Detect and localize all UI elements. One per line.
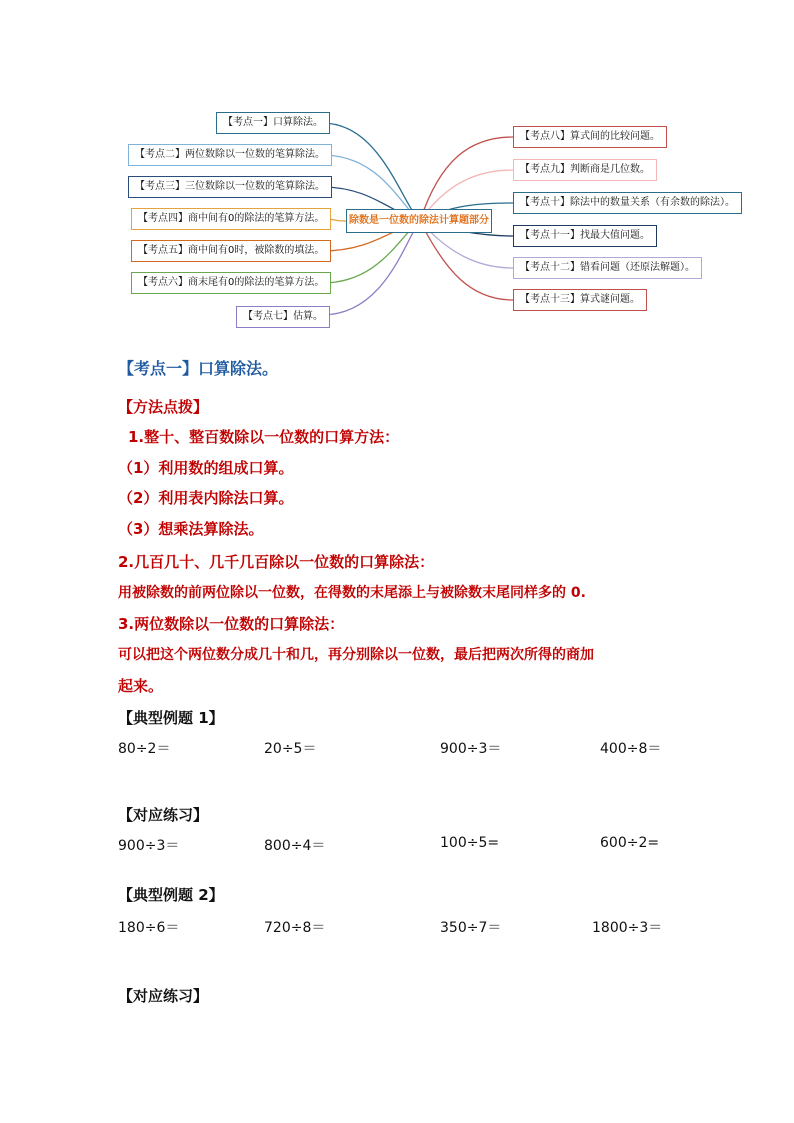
mind-map-node-13: 【考点十三】算式谜问题。 [513,289,647,311]
example1-expr-1: 80÷2＝ [118,741,171,757]
method-line-2: （1）利用数的组成口算。 [118,459,294,477]
practice1-expr-3: 100÷5= [440,835,500,851]
method-line-3: （2）利用表内除法口算。 [118,489,294,507]
mind-map-node-9: 【考点九】判断商是几位数。 [513,159,657,181]
example2-expr-3: 350÷7＝ [440,920,502,936]
example2-expr-4: 1800÷3＝ [592,920,663,936]
mind-map-node-4: 【考点四】商中间有0的除法的笔算方法。 [131,208,331,230]
mind-map-node-6: 【考点六】商末尾有0的除法的笔算方法。 [131,272,331,294]
mind-map-node-5: 【考点五】商中间有0时，被除数的填法。 [131,240,331,262]
mind-map-center: 除数是一位数的除法计算题部分 [346,209,492,233]
method-line-9: 起来。 [118,677,164,695]
method-header: 【方法点拨】 [118,398,209,416]
mind-map-node-2: 【考点二】两位数除以一位数的笔算除法。 [128,144,332,166]
example1-header: 【典型例题 1】 [118,709,224,727]
mind-map-node-10: 【考点十】除法中的数量关系（有余数的除法）。 [513,192,742,214]
example2-header: 【典型例题 2】 [118,886,224,904]
mind-map-node-12: 【考点十二】错看问题（还原法解题）。 [513,257,702,279]
example1-expr-3: 900÷3＝ [440,741,502,757]
mind-map-node-8: 【考点八】算式间的比较问题。 [513,126,667,148]
mind-map-node-7: 【考点七】估算。 [236,306,330,328]
practice1-expr-2: 800÷4＝ [264,838,326,854]
method-line-7: 3.两位数除以一位数的口算除法： [118,615,345,633]
section-title: 【考点一】口算除法。 [118,359,279,378]
example1-expr-2: 20÷5＝ [264,741,317,757]
example2-expr-2: 720÷8＝ [264,920,326,936]
practice1-header: 【对应练习】 [118,806,209,824]
mind-map [0,0,794,340]
method-line-1: 1.整十、整百数除以一位数的口算方法： [128,428,400,446]
mind-map-connectors [0,0,794,340]
practice1-expr-4: 600÷2= [600,835,660,851]
example1-expr-4: 400÷8＝ [600,741,662,757]
method-line-5: 2.几百几十、几千几百除以一位数的口算除法： [118,553,435,571]
method-line-8: 可以把这个两位数分成几十和几，再分别除以一位数，最后把两次所得的商加 [118,647,594,663]
mind-map-node-11: 【考点十一】找最大值问题。 [513,225,657,247]
example2-expr-1: 180÷6＝ [118,920,180,936]
method-line-4: （3）想乘法算除法。 [118,520,264,538]
practice2-header: 【对应练习】 [118,987,209,1005]
mind-map-node-1: 【考点一】口算除法。 [216,112,330,134]
practice1-expr-1: 900÷3＝ [118,838,180,854]
connector-left-1 [322,123,420,221]
method-line-6: 用被除数的前两位除以一位数，在得数的末尾添上与被除数末尾同样多的 0. [118,585,586,601]
mind-map-node-3: 【考点三】三位数除以一位数的笔算除法。 [128,176,332,198]
